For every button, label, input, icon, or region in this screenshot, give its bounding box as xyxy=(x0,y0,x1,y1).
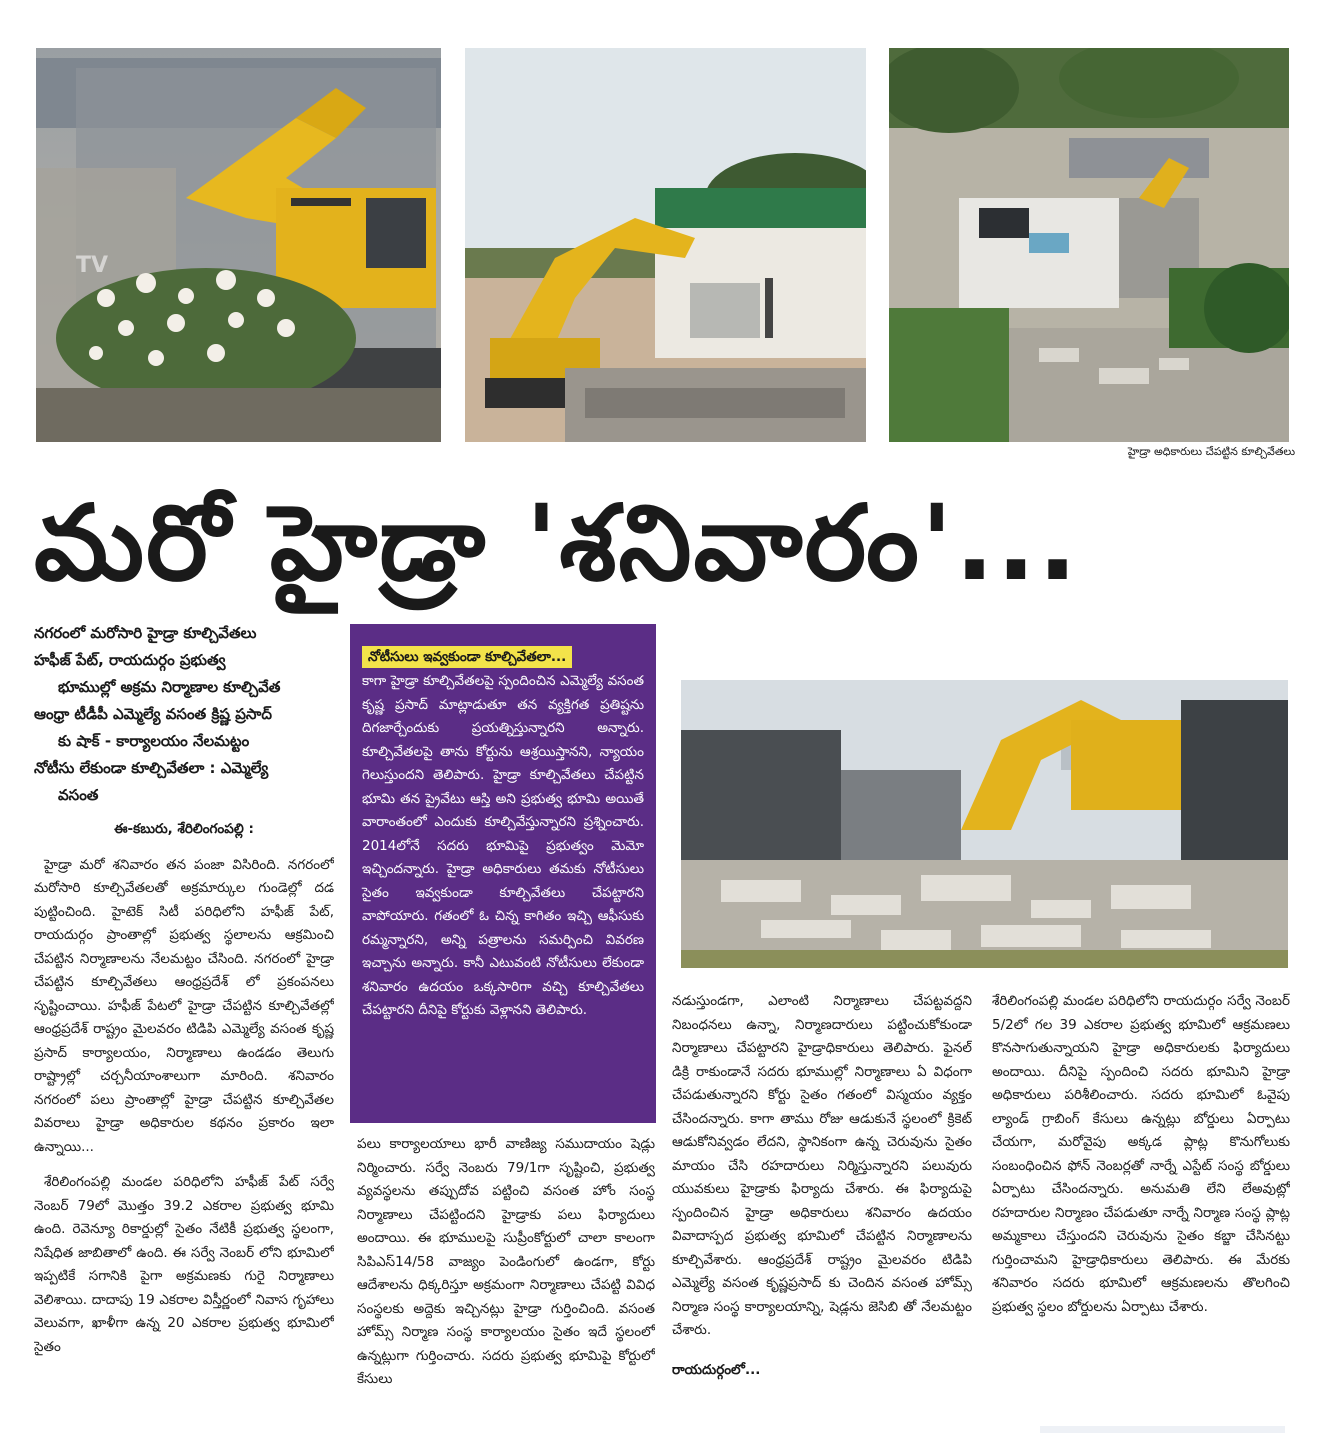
subhead-2: హఫీజ్ పేట్, రాయదుర్గం ప్రభుత్వ xyxy=(34,651,226,669)
box-text: కాగా హైడ్రా కూల్చివేతలపై స్పందించిన ఎమ్మెల్యే వసంత కృష్ణ ప్రసాద్ మాట్లాడుతూ తన వ్యక్తిగత ప్రతిష్టను దిగజార్చేందుకు ప్రయత్నిస్తున్నారని అన్నారు. కూల్చివేతలపై తాను కోర్టును ఆశ్రయిస్తానని, న్యాయం గెలుస్తుందని తెలిపారు. హైడ్రా కూల్చివేతలు చేపట్టిన భూమి తన ప్రైవేటు ఆస్తి అని ప్రభుత్వ భూమి అయితే వారాంతంలో ఎందుకు కూల్చివేస్తున్నారని ప్రశ్నించారు. 2014లోనే సదరు భూమిపై ప్రభుత్వం మెమో ఇచ్చిందన్నారు. హైడ్రా అధికారులు తమకు నోటీసులు సైతం ఇవ్వకుండా కూల్చివేతలు చేపట్టారని వాపోయారు. గతంలో ఓ చిన్న కాగితం ఇచ్చి ఆఫీసుకు రమ్మన్నారని, అన్ని పత్రాలను సమర్పించి వివరణ ఇచ్చాను అన్నారు. కానీ ఎటువంటి నోటీసులు లేకుండా శనివారం ఉదయం ఒక్కసారిగా వచ్చి కూల్చివేతలు చేపట్టారని దీనిపై కోర్టుకు వెళ్లానని తెలిపారు. xyxy=(362,673,644,1018)
paragraph: శేరిలింగంపల్లి మండల పరిధిలోని రాయదుర్గం సర్వే నెంబర్ 5/2లో గల 39 ఎకరాల ప్రభుత్వ భూమిలో ఆక్రమణలు కొనసాగుతున్నాయని హైడ్రా అధికారులకు ఫిర్యాదులు అందాయి. దీనిపై స్పందించి సదరు భూమిని హైడ్రా అధికారులు పరిశీలించారు. సదరు భూమిలో ఓవైపు ల్యాండ్ గ్రాబింగ్ కేసులు ఉన్నట్లు బోర్డులు ఏర్పాటు చేయగా, మరోవైపు అక్కడ ప్లాట్ల కొనుగోలుకు సంబంధించిన ఫోన్ నెంబర్లతో నార్నే ఎస్టేట్ సంస్థ బోర్డులు ఏర్పాటు చేసిందన్నారు. అనుమతి లేని లేఅవుట్లో రహదారుల నిర్మాణం చేపడుతూ నార్నే నిర్మాణ సంస్థ ప్లాట్ల అమ్మకాలు చేస్తుందని చెరువును సైతం కబ్జా చేసినట్టు గుర్తించామని హైడ్రాధికారులు తెలిపారు. ఈ మేరకు శనివారం సదరు భూమిలో ఆక్రమణలను తొలగించి ప్రభుత్వ స్థలం బోర్డులను ఏర్పాటు చేశారు. xyxy=(992,993,1290,1315)
article-column-2 xyxy=(357,1133,655,1413)
photo-aerial-right xyxy=(889,48,1289,442)
subhead-1: నగరంలో మరోసారి హైడ్రా కూల్చివేతలు xyxy=(34,624,257,642)
photo-caption: హైడ్రా అధికారులు చేపట్టిన కూల్చివేతలు xyxy=(1127,445,1295,458)
article-column-1 xyxy=(34,818,334,1413)
subhead-4: ఆంధ్రా టీడీపీ ఎమ్మెల్యే వసంత క్రిష్ణ ప్రసాద్ xyxy=(34,705,272,723)
dateline: ఈ-కబురు, శేరిలింగంపల్లి : xyxy=(114,821,254,837)
headline: మరో హైడ్రా 'శనివారం'... xyxy=(34,482,1080,604)
paragraph: శేరిలింగంపల్లి మండల పరిధిలోని హఫీజ్ పేట్ సర్వే నెంబర్ 79లో మొత్తం 39.2 ఎకరాల ప్రభుత్వ భూమి ఉంది. రెవెన్యూ రికార్డుల్లో సైతం నేటికీ ప్రభుత్వ స్థలంగా, నిషేధిత జాబితాలో ఉంది. ఈ సర్వే నెంబర్ లోని భూమిలో ఇప్పటికే సగానికి పైగా అక్రమణకు గురై నిర్మాణాలు వెలిశాయి. దాదాపు 19 ఎకరాల విస్తీర్ణంలో నివాస గృహాలు వెలువగా, ఖాళీగా ఉన్న 20 ఎకరాల ప్రభుత్వ భూమిలో సైతం xyxy=(34,1174,334,1355)
sidebar-box xyxy=(350,624,656,1123)
subhead-3: భూముల్లో అక్రమ నిర్మాణాల కూల్చివేత xyxy=(58,678,281,696)
tv-watermark: TV xyxy=(76,253,109,278)
box-title: నోటీసులు ఇవ్వకుండా కూల్చివేతలా... xyxy=(362,646,572,668)
photo-demolition-middle xyxy=(465,48,866,442)
subhead-5: కు షాక్ - కార్యాలయం నేలమట్టం xyxy=(58,732,250,750)
subheads-block xyxy=(34,620,334,809)
photo-rubble-bottom xyxy=(681,680,1288,968)
article-column-3 xyxy=(672,990,972,1413)
bottom-strip xyxy=(1040,1426,1285,1433)
subhead-rayadurgam: రాయదుర్గంలో... xyxy=(672,1361,761,1378)
photo-demolition-left xyxy=(36,48,441,442)
paragraph: నడుస్తుండగా, ఎలాంటి నిర్మాణాలు చేపట్టవద్దని నిబంధనలు ఉన్నా, నిర్మాణదారులు పట్టించుకోకుండా నిర్మాణాలు చేపట్టారని హైడ్రాధికారులు తెలిపారు. ఫైనల్ డిక్రి రాకుండానే సదరు భూముల్లో నిర్మాణాలు ఏ విధంగా చేపడుతున్నారని కోర్టు సైతం గతంలో విస్మయం వ్యక్తం చేసిందన్నారు. కాగా తాము రోజు ఆడుకునే స్థలంలో క్రికెట్ ఆడుకోనివ్వడం లేదని, స్థానికంగా ఉన్న చెరువును సైతం మాయం చేసి రహదారులు నిర్మిస్తున్నారని పలువురు యువకులు హైడ్రాకు ఫిర్యాదు చేశారు. ఈ ఫిర్యాదుపై స్పందించిన హైడ్రా అధికారులు శనివారం ఉదయం వివాదాస్పద ప్రభుత్వ భూమిలో చేపట్టిన నిర్మాణాలను కూల్చివేశారు. ఆంధ్రప్రదేశ్ రాష్ట్రం మైలవరం టిడిపి ఎమ్మెల్యే వసంత కృష్ణప్రసాద్ కు చెందిన వసంత హోమ్స్ నిర్మాణ సంస్థ కార్యాలయాన్ని, షెడ్లను జెసిబి తో నేలమట్టం చేశారు. xyxy=(672,993,972,1338)
paragraph: హైడ్రా మరో శనివారం తన పంజా విసిరింది. నగరంలో మరోసారి కూల్చివేతలతో అక్రమార్కుల గుండెల్లో దడ పుట్టించింది. హైటెక్ సిటీ పరిధిలోని హఫీజ్ పేట్, రాయదుర్గం ప్రాంతాల్లో ప్రభుత్వ స్థలాలను ఆక్రమించి చేపట్టిన నిర్మాణాలను నేలమట్టం చేసింది. నగరంలో హైడ్రా చేపట్టిన కూల్చివేతలు ఆంధ్రప్రదేశ్ లో ప్రకంపనలు సృష్టించాయి. హఫీజ్ పేటలో హైడ్రా చేపట్టిన కూల్చివేతల్లో ఆంధ్రప్రదేశ్ రాష్ట్రం మైలవరం టిడిపి ఎమ్మెల్యే వసంత కృష్ణ ప్రసాద్ కార్యాలయం, నిర్మాణాలు ఉండడం తెలుగు రాష్ట్రాల్లో చర్చనీయాంశాలుగా మారింది. శనివారం నగరంలో పలు ప్రాంతాల్లో హైడ్రా చేపట్టిన కూల్చివేతల వివరాలు హైడ్రా అధికారుల కథనం ప్రకారం ఇలా ఉన్నాయి... xyxy=(34,856,334,1155)
paragraph: పలు కార్యాలయాలు భారీ వాణిజ్య సముదాయం షెడ్లు నిర్మించారు. సర్వే నెంబరు 79/1గా సృష్టించి, ప్రభుత్వ వ్యవస్థలను తప్పుదోవ పట్టించి వసంత హోం సంస్థ నిర్మాణాలు చేపట్టిందని హైడ్రాకు పలు ఫిర్యాదులు అందాయి. ఈ భూములపై సుప్రీంకోర్టులో చాలా కాలంగా సిపిఎస్14/58 వాజ్యం పెండింగులో ఉండగా, కోర్టు ఆదేశాలను ధిక్కరిస్తూ అక్రమంగా నిర్మాణాలు చేపట్టి వివిధ సంస్థలకు అద్దెకు ఇచ్చినట్లు హైడ్రా గుర్తించింది. వసంత హోమ్స్ నిర్మాణ సంస్థ కార్యాలయం సైతం ఇదే స్థలంలో ఉన్నట్లుగా గుర్తించారు. సదరు ప్రభుత్వ భూమిపై కోర్టులో కేసులు xyxy=(357,1136,655,1387)
subhead-7: వసంత xyxy=(58,786,99,804)
subhead-6: నోటీసు లేకుండా కూల్చివేతలా : ఎమ్మెల్యే xyxy=(34,759,269,777)
article-column-4 xyxy=(992,990,1290,1413)
